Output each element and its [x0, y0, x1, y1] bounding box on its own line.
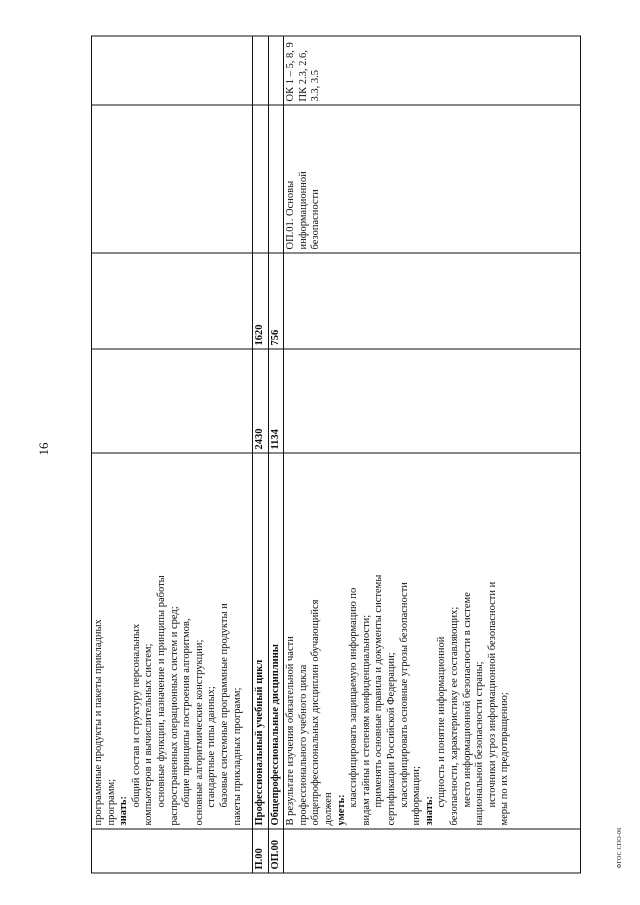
content-line: безопасности, характеристику ее составляющих;	[448, 606, 460, 826]
content-line: знать:	[423, 796, 435, 826]
content-line: знать:	[118, 796, 130, 826]
content-line: пакеты прикладных программ;	[231, 687, 243, 826]
content-line: основные алгоритмические конструкции;	[193, 639, 205, 826]
curriculum-table	[91, 36, 581, 874]
page-number: 16	[36, 442, 51, 456]
content-line: сертификации Российской Федерации;	[385, 652, 397, 826]
discipline-cell	[268, 105, 284, 253]
content-cell	[284, 453, 581, 829]
content-line: распространенных операционных систем и сред;	[168, 606, 180, 826]
content-line: общий состав и структуру персональных	[130, 623, 142, 808]
content-line: В результате изучения обязательной части	[285, 636, 297, 826]
content-line: информации;	[411, 766, 423, 826]
content-line: программные продукты и пакеты прикладных	[93, 619, 104, 826]
max-hours-cell: 2430	[253, 349, 269, 453]
content-line: уметь:	[335, 794, 347, 826]
content-line: общие принципы построения алгоритмов,	[181, 618, 193, 808]
index-cell: ОП.00	[268, 829, 284, 873]
content-line: компьютеров и вычислительных систем;	[143, 643, 155, 826]
index-cell	[284, 829, 581, 873]
content-line: сущность и понятие информационной	[436, 636, 448, 808]
footer-code: ФГОС СПО-06	[617, 827, 623, 869]
content-line: место информационной безопасности в системе	[461, 592, 473, 808]
competences-cell	[253, 36, 269, 105]
content-line: применять основные правила и документы системы	[373, 574, 385, 808]
content-line: стандартные типы данных;	[206, 686, 218, 808]
table-row	[92, 36, 253, 873]
max-hours-cell	[284, 349, 581, 453]
required-hours-cell: 1620	[253, 253, 269, 349]
content-line: Общепрофессиональные дисциплины	[269, 644, 281, 826]
content-line: программ;	[105, 778, 117, 826]
index-cell: П.00	[253, 829, 269, 873]
content-line: основные функции, назначение и принципы работы	[155, 575, 167, 808]
content-line: классифицировать защищаемую информацию по	[348, 587, 360, 808]
index-cell	[92, 829, 253, 873]
required-hours-cell: 756	[268, 253, 284, 349]
max-hours-cell: 1134	[268, 349, 284, 453]
content-line: Профессиональный учебный цикл	[254, 659, 265, 826]
content-line: меры по их предотвращению;	[499, 692, 511, 826]
content-line: видам тайны и степеням конфиденциальности;	[360, 614, 372, 826]
content-line: национальной безопасности страны;	[474, 661, 486, 826]
content-line: источники угроз информационной безопасности и	[486, 581, 498, 808]
content-cell	[253, 453, 269, 829]
max-hours-cell	[92, 349, 253, 453]
table-row	[253, 36, 269, 873]
content-line: профессионального учебного цикла	[297, 664, 309, 826]
table-row	[284, 36, 581, 873]
content-cell	[92, 453, 253, 829]
content-line: классифицировать основные угрозы безопасности	[398, 582, 410, 808]
table-row	[268, 36, 284, 873]
discipline-cell	[253, 105, 269, 253]
required-hours-cell	[92, 253, 253, 349]
curriculum-table-wrapper	[91, 37, 581, 874]
content-line: должен	[322, 792, 334, 826]
required-hours-cell	[284, 253, 581, 349]
competences-cell	[92, 36, 253, 105]
discipline-cell	[92, 105, 253, 253]
discipline-cell: ОП.01. Основы информационной безопасности	[284, 105, 581, 253]
content-line: общепрофессиональных дисциплин обучающийся	[310, 599, 322, 826]
competences-cell: ОК 1 – 5, 8, 9 ПК 2.3, 2.6, 3.3, 3.5	[284, 36, 581, 105]
content-line: базовые системные программные продукты и	[218, 603, 230, 808]
competences-cell	[268, 36, 284, 105]
content-cell	[268, 453, 284, 829]
